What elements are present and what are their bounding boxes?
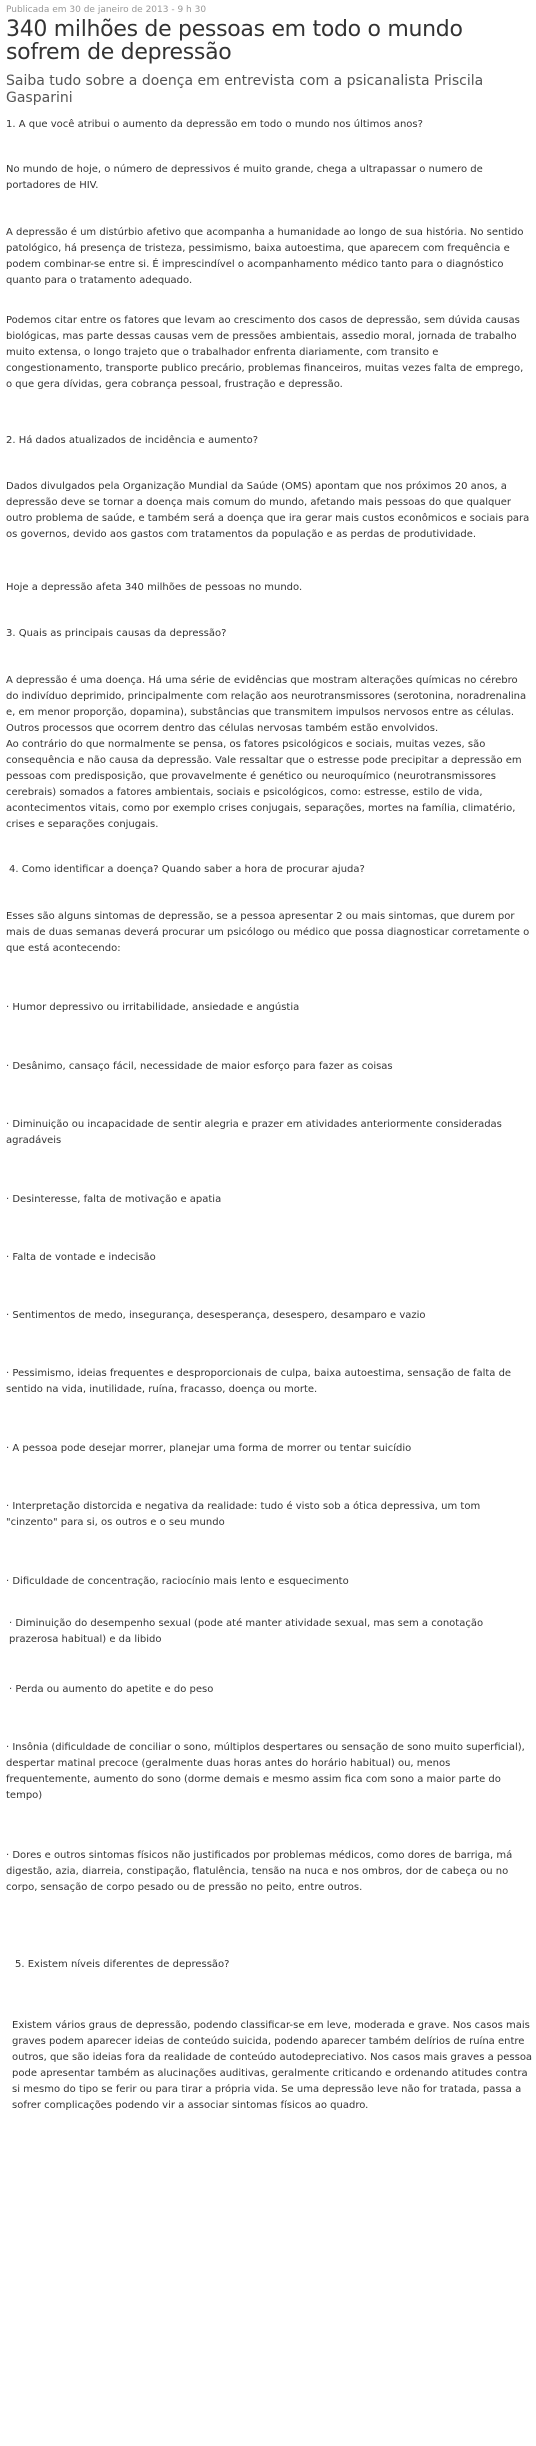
symptom-item: · Dores e outros sintomas físicos não justificados por problemas médicos, como dores de barriga, má digestão, azia, diarreia, constipação, flatulência, tensão na nuca e nos ombros, dor de cabeça ou no corpo, sensação de corpo pesado ou de pressão no peito, entre outros. xyxy=(6,1850,513,1893)
article xyxy=(0,0,536,107)
question-4: 4. Como identificar a doença? Quando saber a hora de procurar ajuda? xyxy=(9,864,365,875)
answer-paragraph: Existem vários graus de depressão, podendo classificar-se em leve, moderada e grave. Nos casos mais graves podem aparecer ideias de conteúdo suicida, podendo aparecer também delírios de ruína entre outros, que são ideias fora da realidade de conteúdo autodepreciativo. Nos casos mais graves a pessoa pode apresentar também as alucinações auditivas, geralmente criticando e ordenando atitudes contra si mesmo do tipo se ferir ou para tirar a própria vida. Se uma depressão leve não for tratada, passa a sofrer complicações podendo vir a associar sintomas físicos ao quadro. xyxy=(12,2020,533,2111)
question-1: 1. A que você atribui o aumento da depressão em todo o mundo nos últimos anos? xyxy=(6,119,423,130)
article-subtitle: Saiba tudo sobre a doença em entrevista com a psicanalista Priscila Gasparini xyxy=(6,73,484,106)
answer-paragraph: A depressão é um distúrbio afetivo que acompanha a humanidade ao longo de sua história. No sentido patológico, há presença de tristeza, pessimismo, baixa autoestima, que aparecem com frequência e podem combinar-se entre si. É imprescindível o acompanhamento médico tanto para o diagnóstico quanto para o tratamento adequado. xyxy=(6,227,524,286)
symptom-item: · Humor depressivo ou irritabilidade, ansiedade e angústia xyxy=(6,1002,300,1013)
answer-paragraph: Esses são alguns sintomas de depressão, se a pessoa apresentar 2 ou mais sintomas, que durem por mais de duas semanas deverá procurar um psicólogo ou médico que possa diagnosticar corretamente o que está acontecendo: xyxy=(6,911,530,954)
symptom-item: · Insônia (dificuldade de conciliar o sono, múltiplos despertares ou sensação de sono muito superficial), despertar matinal precoce (geralmente duas horas antes do horário habitual) ou, menos frequentemente, aumento do sono (dorme demais e mesmo assim fica com sono a maior parte do tempo) xyxy=(6,1742,525,1801)
question-3: 3. Quais as principais causas da depressão? xyxy=(6,628,227,639)
symptom-item: · Perda ou aumento do apetite e do peso xyxy=(9,1684,214,1695)
symptom-item: · A pessoa pode desejar morrer, planejar uma forma de morrer ou tentar suicídio xyxy=(6,1443,412,1454)
answer-paragraph: No mundo de hoje, o número de depressivos é muito grande, chega a ultrapassar o numero de portadores de HIV. xyxy=(6,164,483,191)
symptom-item: · Falta de vontade e indecisão xyxy=(6,1252,156,1263)
answer-paragraph: Podemos citar entre os fatores que levam ao crescimento dos casos de depressão, sem dúvida causas biológicas, mas parte dessas causas vem de pressões ambientais, assedio moral, jornada de trabalho muito extensa, o longo trajeto que o trabalhador enfrenta diariamente, com transito e congestionamento, transporte publico precário, problemas financeiros, muitas vezes falta de emprego, o que gera dívidas, gera cobrança pessoal, frustração e depressão. xyxy=(6,315,524,390)
symptom-item: · Diminuição do desempenho sexual (pode até manter atividade sexual, mas sem a conotação prazerosa habitual) e da libido xyxy=(9,1618,484,1645)
symptom-item: · Desânimo, cansaço fácil, necessidade de maior esforço para fazer as coisas xyxy=(6,1061,393,1072)
symptom-item: · Desinteresse, falta de motivação e apatia xyxy=(6,1194,222,1205)
symptom-item: · Interpretação distorcida e negativa da realidade: tudo é visto sob a ótica depressiva, um tom "cinzento" para si, os outros e o seu mundo xyxy=(6,1501,481,1528)
answer-paragraph: Hoje a depressão afeta 340 milhões de pessoas no mundo. xyxy=(6,582,303,593)
answer-paragraph: A depressão é uma doença. Há uma série de evidências que mostram alterações químicas no cérebro do indivíduo deprimido, principalmente com relação aos neurotransmissores (serotonina, noradrenalina e, em menor proporção, dopamina), substâncias que transmitem impulsos nervosos entre as células. Outros processos que ocorrem dentro das células nervosas também estão envolvidos. Ao contrário do que normalmente se pensa, os fatores psicológicos e sociais, muitas vezes, são consequência e não causa da depressão. Vale ressaltar que o estresse pode precipitar a depressão em pessoas com predisposição, que provavelmente é genético ou neuroquímico (neurotransmissores cerebrais) somados a fatores ambientais, sociais e psicológicos, como: estresse, estilo de vida, acontecimentos vitais, como por exemplo crises conjugais, separações, mortes na família, climatério, crises e separações conjugais. xyxy=(6,675,527,830)
question-2: 2. Há dados atualizados de incidência e aumento? xyxy=(6,435,259,446)
symptom-item: · Dificuldade de concentração, raciocínio mais lento e esquecimento xyxy=(6,1576,349,1587)
symptom-item: · Diminuição ou incapacidade de sentir alegria e prazer em atividades anteriormente consideradas agradáveis xyxy=(6,1119,502,1146)
publish-date: Publicada em 30 de janeiro de 2013 - 9 h 30 xyxy=(6,5,207,15)
question-5: 5. Existem níveis diferentes de depressão? xyxy=(15,1959,230,1970)
symptom-item: · Pessimismo, ideias frequentes e desproporcionais de culpa, baixa autoestima, sensação de falta de sentido na vida, inutilidade, ruína, fracasso, doença ou morte. xyxy=(6,1368,512,1395)
answer-paragraph: Dados divulgados pela Organização Mundial da Saúde (OMS) apontam que nos próximos 20 anos, a depressão deve se tornar a doença mais comum do mundo, afetando mais pessoas do que qualquer outro problema de saúde, e também será a doença que ira gerar mais custos econômicos e sociais para os governos, devido aos gastos com tratamentos da população e as perdas de produtividade. xyxy=(6,481,530,540)
article-title: 340 milhões de pessoas em todo o mundo sofrem de depressão xyxy=(6,17,463,65)
symptom-item: · Sentimentos de medo, insegurança, desesperança, desespero, desamparo e vazio xyxy=(6,1310,426,1321)
